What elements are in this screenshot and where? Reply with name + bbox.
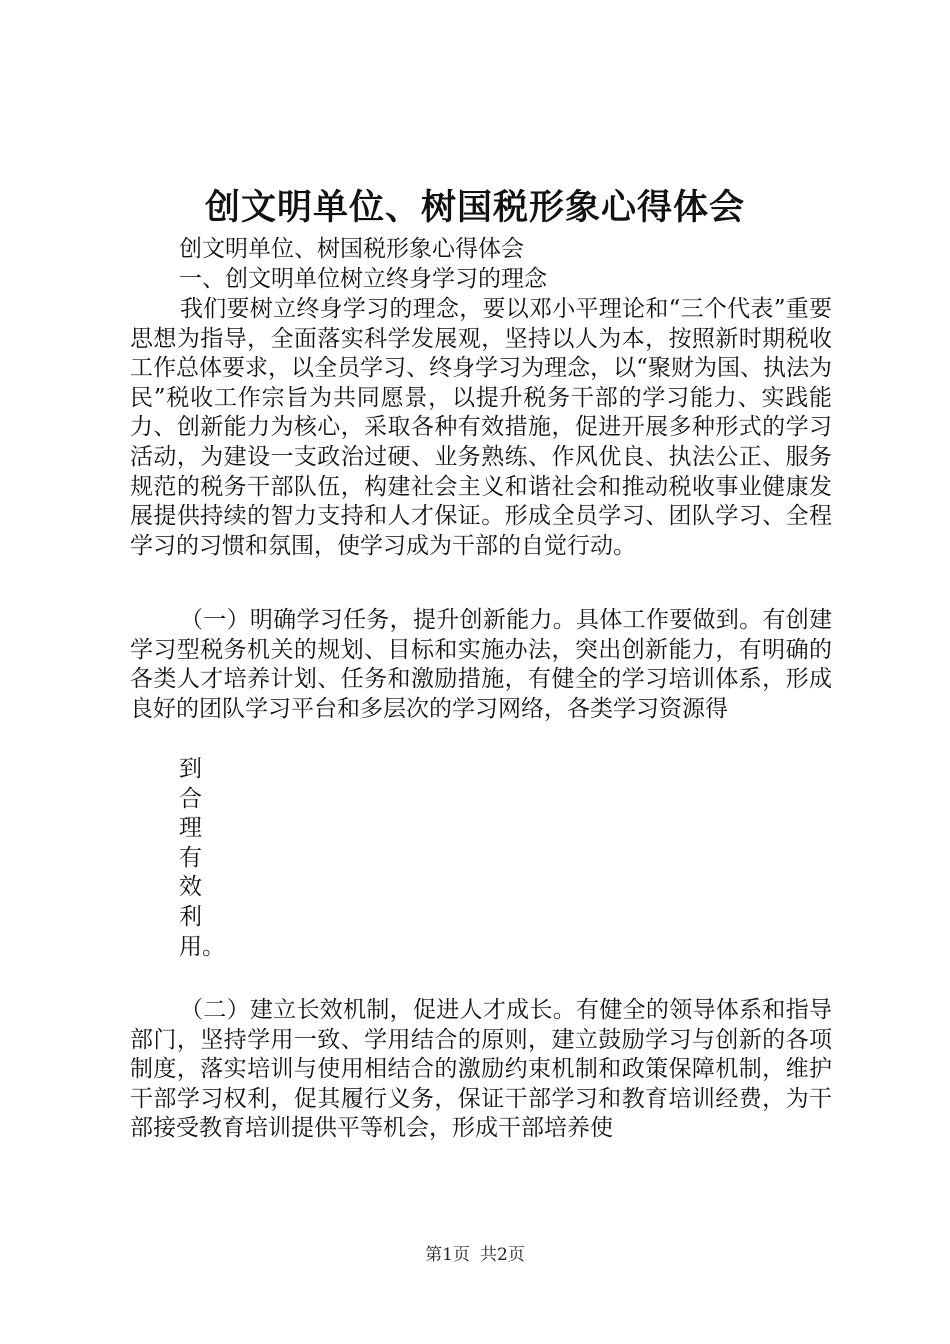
page-number-current: 第1页 bbox=[425, 1245, 470, 1265]
section-heading: 一、创文明单位树立终身学习的理念 bbox=[179, 266, 547, 292]
document-title: 创文明单位、树国税形象心得体会 bbox=[204, 188, 745, 228]
page-footer bbox=[0, 1244, 950, 1266]
paragraph-2-continued: 到合理有效利用。 bbox=[179, 756, 225, 960]
paragraph-1: 我们要树立终身学习的理念，要以邓小平理论和“三个代表”重要思想为指导，全面落实科学发展观，坚持以人为本，按照新时期税收工作总体要求，以全员学习、终身学习为理念，以“聚财为国、执法为民”税收工作宗旨为共同愿景，以提升税务干部的学习能力、实践能力、创新能力为核心，采取各种有效措施，促进开展多种形式的学习活动，为建设一支政治过硬、业务熟练、作风优良、执法公正、服务规范的税务干部队伍，构建社会主义和谐社会和推动税收事业健康发展提供持续的智力支持和人才保证。形成全员学习、团队学习、全程学习的习惯和氛围，使学习成为干部的自觉行动。 bbox=[130, 296, 832, 559]
page-number-total: 共2页 bbox=[480, 1245, 525, 1265]
paragraph-2: （一）明确学习任务，提升创新能力。具体工作要做到。有创建学习型税务机关的规划、目标和实施办法，突出创新能力，有明确的各类人才培养计划、任务和激励措施，有健全的学习培训体系，形成良好的团队学习平台和多层次的学习网络，各类学习资源得 bbox=[130, 607, 832, 722]
paragraph-3: （二）建立长效机制，促进人才成长。有健全的领导体系和指导部门，坚持学用一致、学用结合的原则，建立鼓励学习与创新的各项制度，落实培训与使用相结合的激励约束机制和政策保障机制，维护干部学习权利，促其履行义务，保证干部学习和教育培训经费，为干部接受教育培训提供平等机会，形成干部培养使 bbox=[130, 997, 832, 1142]
document-subtitle: 创文明单位、树国税形象心得体会 bbox=[179, 236, 524, 262]
